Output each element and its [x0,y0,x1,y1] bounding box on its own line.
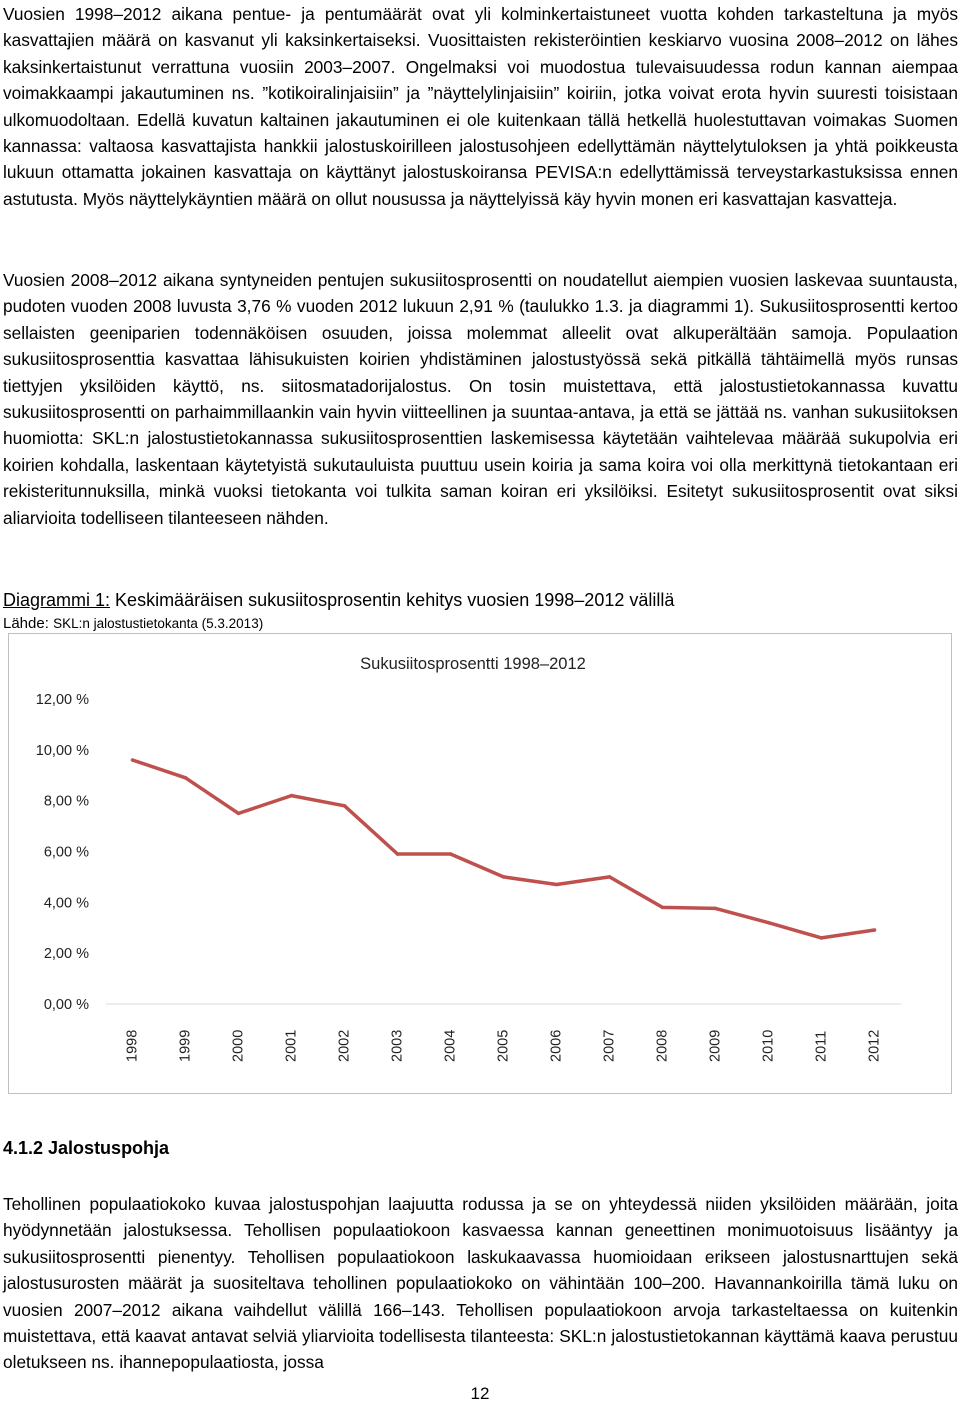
chart-series [131,758,877,940]
y-tick-label: 0,00 % [43,997,89,1013]
y-tick-label: 12,00 % [35,692,89,708]
x-tick-label: 1998 [124,1029,141,1062]
data-point [873,928,877,932]
x-tick-label: 2002 [336,1029,353,1062]
data-point [661,906,665,910]
x-tick-label: 2003 [389,1029,406,1062]
x-axis [106,1004,901,1062]
y-tick-label: 2,00 % [43,946,89,963]
x-tick-label: 1999 [177,1029,194,1062]
data-point [608,875,612,879]
y-tick-label: 4,00 % [43,895,89,912]
page-number: 12 [470,1384,490,1403]
x-tick-label: 2009 [707,1029,724,1062]
series-line [133,760,875,938]
section-heading: 4.1.2 Jalostuspohja [3,1138,170,1158]
y-tick-label: 10,00 % [35,742,89,759]
data-point [237,812,241,816]
paragraph-effective-population: Tehollinen populaatiokoko kuvaa jalostuspohjan laajuutta rodussa ja se on yhteydessä niiden yksilöiden määrään, joita hyödynnetään jalostuksessa. Tehollisen populaatiokoon kasvaessa kannan geneettinen monimuotoisuus lisääntyy ja sukusiitosprosentti pienentyy. Tehollisen populaatiokoon laskukaavassa huomioidaan erikseen jalostusnarttujen sekä jalostusurosten määrät ja suositeltava tehollinen populaatiokoko on vähintään 100–200. Havannankoirilla tämä luku on vuosien 2007–2012 aikana vaihdellut välillä 166–143. Tehollisen populaatiokoon arvoja tarkasteltaessa on kuitenkin muistettava, että kaavat antavat selviä yliarvioita todellisesta tilanteesta: SKL:n jalostustietokannan käyttämä kaava perustuu oletukseen ns. ihannepopulaatiosta, jossa [3,1194,958,1373]
y-axis [36,692,89,1013]
paragraph-inbreeding: Vuosien 2008–2012 aikana syntyneiden pentujen sukusiitosprosentti on noudatellut aiempien vuosien laskevaa suuntausta, pudoten vuoden 2008 luvusta 3,76 % vuoden 2012 lukuun 2,91 % (taulukko 1.3. ja diagrammi 1). Sukusiitosprosentti kertoo sellaisten geeniparien todennäköisen osuuden, joissa molemmat alleelit ovat alkuperältään samoja. Populaation sukusiitosprosenttia kasvattaa lähisukuisten koirien yhdistäminen jalostustyössä sekä pitkällä tähtäimellä myös runsas tiettyjen yksilöiden käyttö, ns. siitosmatadorijalostus. On tosin muistettava, että jalostustietokannassa kuvattu sukusiitosprosentti on parhaimmillaankin vain hyvin viitteellinen ja suuntaa-antava, ja että se jättää ns. vanhan sukusiitoksen huomiotta: SKL:n jalostustietokannassa sukusiitosprosenttien laskemisessa käytetään vaihtelevaa määrää sukupolvia eri koirien kohdalla, laskentaan käytetyistä sukutauluista puuttuu usein koiria ja sama koira voi olla merkittynä tietokantaan eri rekisteritunnuksilla, minkä vuoksi tietokanta voi tulkita saman koiran eri yksilöiksi. Esitetyt sukusiitosprosentit ovat siksi aliarvioita todelliseen tilanteeseen nähden. [3,270,958,528]
data-point [396,852,400,856]
data-point [184,776,188,780]
data-point [555,883,559,887]
x-tick-label: 2011 [813,1030,830,1062]
data-point [290,794,294,798]
x-tick-label: 2005 [495,1029,512,1062]
source-label: Lähde: [3,615,49,632]
inbreeding-line-chart [9,634,951,1093]
data-point [131,758,135,762]
x-tick-label: 2012 [866,1029,883,1062]
data-point [714,907,718,911]
y-tick-label: 6,00 % [43,844,89,861]
x-tick-label: 2010 [760,1029,777,1062]
x-tick-label: 2008 [654,1029,671,1062]
x-tick-label: 2007 [601,1029,618,1062]
x-tick-label: 2001 [283,1029,300,1062]
data-point [449,852,453,856]
y-tick-label: 8,00 % [43,793,89,810]
paragraph-breeding-trends: Vuosien 1998–2012 aikana pentue- ja pentumäärät ovat yli kolminkertaistuneet vuotta kohden tarkasteltuna ja myös kasvattajien määrä on kasvanut yli kaksinkertaiseksi. Vuosittaisten rekisteröintien keskiarvo vuosina 2008–2012 on lähes kaksinkertaistunut verrattuna vuosiin 2003–2007. Ongelmaksi voi muodostua tulevaisuudessa rodun kannan aiempaa voimakkaampi jakautuminen ns. ”kotikoiralinjaisiin” ja ”näyttelylinjaisiin” koiriin, jotka voivat erota hyvin suuresti toisistaan ulkomuodoltaan. Edellä kuvatun kaltainen jakautuminen ei ole kuitenkaan tällä hetkellä huolestuttavan voimakas Suomen kannassa: valtaosa kasvattajista hankkii jalostuskoirilleen jalostusohjeen edellyttämän näyttelytuloksen ja yhtä poikkeusta lukuun ottamatta jokainen kasvattaja on käyttänyt jalostuskoiransa PEVISA:n edellyttämissä terveystarkastuksissa ennen astutusta. Myös näyttelykäyntien määrä on ollut nousussa ja näyttelyissä käy hyvin monen eri kasvattajan kasvatteja. [3,4,958,209]
chart-container [8,633,952,1094]
data-point [343,804,347,808]
x-tick-label: 2006 [548,1029,565,1062]
figure-label: Diagrammi 1: [3,590,111,610]
figure-source [3,614,263,634]
source-text: SKL:n jalostustietokanta (5.3.2013) [53,616,264,631]
data-point [502,875,506,879]
figure-title: Keskimääräisen sukusiitosprosentin kehitys vuosien 1998–2012 välillä [115,590,675,610]
data-point [767,921,771,925]
data-point [820,936,824,940]
figure-caption [3,588,674,612]
x-tick-label: 2004 [442,1029,459,1062]
x-tick-label: 2000 [230,1029,247,1062]
chart-title: Sukusiitosprosentti 1998–2012 [360,655,586,673]
